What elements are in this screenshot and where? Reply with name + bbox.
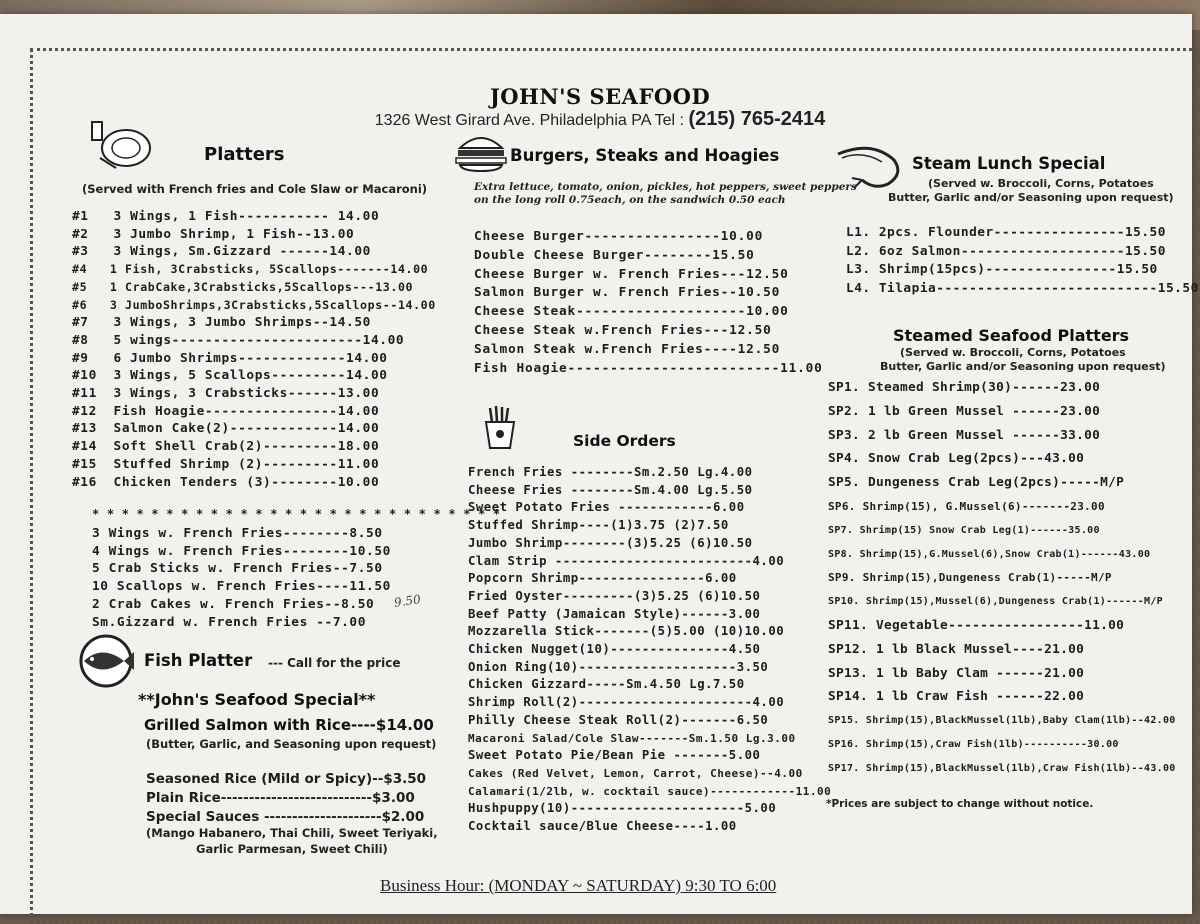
handwritten-price: 9.50 xyxy=(393,592,422,610)
special-item-note: (Butter, Garlic, and Seasoning upon request) xyxy=(146,737,437,751)
platter-item: #5 1 CrabCake,3Crabsticks,5Scallops---13.00 xyxy=(72,279,414,294)
platter-item: #6 3 JumboShrimps,3Crabsticks,5Scallops--14.00 xyxy=(72,297,436,312)
side-order-item: Clam Strip -------------------------4.00 xyxy=(468,553,785,568)
side-order-item: Macaroni Salad/Cole Slaw-------Sm.1.50 Lg.3.00 xyxy=(468,731,796,745)
special-side-item: Seasoned Rice (Mild or Spicy)--$3.50 xyxy=(146,771,427,787)
burger-item: Salmon Steak w.French Fries----12.50 xyxy=(474,341,781,357)
side-order-item: Chicken Gizzard-----Sm.4.50 Lg.7.50 xyxy=(468,677,745,692)
side-orders-title: Side Orders xyxy=(573,432,676,450)
steamed-platter-item: SP12. 1 lb Black Mussel----21.00 xyxy=(828,641,1085,657)
steamed-platter-item: SP15. Shrimp(15),BlackMussel(1lb),Baby Clam(1lb)--42.00 xyxy=(828,715,1176,727)
steamed-platter-item: SP16. Shrimp(15),Craw Fish(1lb)----------30.00 xyxy=(828,738,1119,750)
steamed-platter-item: SP2. 1 lb Green Mussel ------23.00 xyxy=(828,403,1101,419)
plate-icon xyxy=(88,118,154,174)
fish-platter-note: --- Call for the price xyxy=(268,656,401,670)
platter-item: #15 Stuffed Shrimp (2)---------11.00 xyxy=(72,456,380,472)
side-order-item: Mozzarella Stick-------(5)5.00 (10)10.00 xyxy=(468,624,785,639)
platters-list xyxy=(72,208,436,491)
steamed-platters-note-2: Butter, Garlic and/or Seasoning upon request) xyxy=(880,360,1166,373)
platters-subtitle: (Served with French fries and Cole Slaw or Macaroni) xyxy=(82,182,428,196)
address-text: 1326 West Girard Ave. Philadelphia PA Tel : xyxy=(374,112,684,129)
steamed-platter-item: SP4. Snow Crab Leg(2pcs)---43.00 xyxy=(828,451,1085,467)
platter-item: #4 1 Fish, 3Crabsticks, 5Scallops-------14.00 xyxy=(72,262,429,277)
special-title: **John's Seafood Special** xyxy=(138,690,376,709)
side-order-item: Hushpuppy(10)----------------------5.00 xyxy=(468,801,777,816)
burgers-list xyxy=(474,228,823,378)
platter-item: #1 3 Wings, 1 Fish----------- 14.00 xyxy=(72,209,380,224)
platter-item: #13 Salmon Cake(2)-------------14.00 xyxy=(72,421,380,437)
burgers-note-2: on the long roll 0.75each, on the sandwich 0.50 each xyxy=(474,194,786,206)
phone-number: (215) 765-2414 xyxy=(688,108,826,130)
side-order-item: Sweet Potato Pie/Bean Pie -------5.00 xyxy=(468,748,761,763)
steamed-platter-item: SP11. Vegetable-----------------11.00 xyxy=(828,617,1125,633)
steamed-platter-item: SP10. Shrimp(15),Mussel(6),Dungeness Crab(1)------M/P xyxy=(828,596,1163,608)
steamed-platter-item: SP7. Shrimp(15) Snow Crab Leg(1)------35.00 xyxy=(828,524,1100,536)
side-order-item: Popcorn Shrimp----------------6.00 xyxy=(468,571,737,586)
burger-item: Salmon Burger w. French Fries--10.50 xyxy=(474,285,781,301)
steamed-platter-item: SP8. Shrimp(15),G.Mussel(6),Snow Crab(1)------43.00 xyxy=(828,548,1151,560)
steamed-platters-title: Steamed Seafood Platters xyxy=(893,326,1130,345)
burger-icon xyxy=(452,128,510,172)
fries-combo-item: 4 Wings w. French Fries--------10.50 xyxy=(92,543,391,559)
platter-item: #14 Soft Shell Crab(2)---------18.00 xyxy=(72,439,380,455)
side-order-item: Beef Patty (Jamaican Style)------3.00 xyxy=(468,606,761,621)
burger-item: Double Cheese Burger--------15.50 xyxy=(474,247,755,263)
burger-item: Cheese Steak w.French Fries---12.50 xyxy=(474,322,772,338)
burgers-note-1: Extra lettuce, tomato, onion, pickles, hot peppers, sweet peppers xyxy=(474,181,857,193)
burger-item: Cheese Burger w. French Fries---12.50 xyxy=(474,266,789,282)
steam-lunch-item: L3. Shrimp(15pcs)----------------15.50 xyxy=(846,262,1158,277)
steamed-platter-item: SP17. Shrimp(15),BlackMussel(1lb),Craw Fish(1lb)--43.00 xyxy=(828,762,1176,774)
side-order-item: Onion Ring(10)--------------------3.50 xyxy=(468,659,769,674)
platter-item: #8 5 wings-----------------------14.00 xyxy=(72,332,405,348)
steam-lunch-note-1: (Served w. Broccoli, Corns, Potatoes xyxy=(928,177,1154,190)
steamed-platter-item: SP14. 1 lb Craw Fish ------22.00 xyxy=(828,689,1085,705)
price-change-note: *Prices are subject to change without notice. xyxy=(826,798,1094,810)
side-order-item: Calamari(1/2lb, w. cocktail sauce)------------11.00 xyxy=(468,784,832,798)
side-order-item: Jumbo Shrimp--------(3)5.25 (6)10.50 xyxy=(468,535,753,550)
platter-item: #16 Chicken Tenders (3)--------10.00 xyxy=(72,474,380,490)
platter-item: #11 3 Wings, 3 Crabsticks------13.00 xyxy=(72,386,380,402)
steamed-platter-item: SP13. 1 lb Baby Clam ------21.00 xyxy=(828,665,1085,681)
fries-combos-list xyxy=(92,525,391,631)
fries-combo-item: Sm.Gizzard w. French Fries --7.00 xyxy=(92,614,367,630)
side-order-item: Cheese Fries --------Sm.4.00 Lg.5.50 xyxy=(468,482,753,497)
side-order-item: French Fries --------Sm.2.50 Lg.4.00 xyxy=(468,465,753,479)
steamed-platter-item: SP1. Steamed Shrimp(30)------23.00 xyxy=(828,380,1101,395)
fish-icon xyxy=(72,634,142,688)
platters-divider: * * * * * * * * * * * * * * * * * * * * * * * * * * * * xyxy=(92,507,501,521)
platters-title: Platters xyxy=(204,144,285,165)
side-order-item: Philly Cheese Steak Roll(2)-------6.50 xyxy=(468,712,769,727)
special-side-item: Plain Rice---------------------------$3.00 xyxy=(146,790,415,806)
fries-icon xyxy=(480,404,520,450)
platter-item: #12 Fish Hoagie----------------14.00 xyxy=(72,403,380,419)
special-side-item: Special Sauces ---------------------$2.00 xyxy=(146,809,425,825)
side-order-item: Shrimp Roll(2)----------------------4.00 xyxy=(468,695,785,710)
steam-lunch-list xyxy=(846,224,1199,298)
steamed-platter-item: SP9. Shrimp(15),Dungeness Crab(1)-----M/P xyxy=(828,571,1112,585)
platter-item: #9 6 Jumbo Shrimps-------------14.00 xyxy=(72,350,388,366)
burger-item: Cheese Steak--------------------10.00 xyxy=(474,304,789,320)
steam-lunch-note-2: Butter, Garlic and/or Seasoning upon request) xyxy=(888,191,1174,204)
side-order-item: Stuffed Shrimp----(1)3.75 (2)7.50 xyxy=(468,518,729,533)
address-line xyxy=(0,108,1200,131)
steamed-platter-item: SP6. Shrimp(15), G.Mussel(6)-------23.00 xyxy=(828,499,1105,513)
sauces-line2: Garlic Parmesan, Sweet Chili) xyxy=(196,842,388,856)
steamed-platter-item: SP5. Dungeness Crab Leg(2pcs)-----M/P xyxy=(828,475,1125,491)
platter-item: #3 3 Wings, Sm.Gizzard ------14.00 xyxy=(72,244,371,260)
side-order-item: Chicken Nugget(10)---------------4.50 xyxy=(468,642,761,657)
restaurant-name: JOHN'S SEAFOOD xyxy=(489,84,711,109)
side-order-item: Cocktail sauce/Blue Cheese----1.00 xyxy=(468,819,737,834)
burger-item: Fish Hoagie-------------------------11.00 xyxy=(474,360,823,376)
business-hours: Business Hour: (MONDAY ~ SATURDAY) 9:30 TO 6:00 xyxy=(380,876,777,895)
steam-lunch-item: L1. 2pcs. Flounder----------------15.50 xyxy=(846,225,1166,240)
sauces-line1: (Mango Habanero, Thai Chili, Sweet Teriyaki, xyxy=(146,826,438,840)
side-order-item: Sweet Potato Fries ------------6.00 xyxy=(468,500,745,515)
side-order-item: Cakes (Red Velvet, Lemon, Carrot, Cheese)--4.00 xyxy=(468,766,803,780)
burger-item: Cheese Burger----------------10.00 xyxy=(474,229,764,244)
fries-combo-item: 10 Scallops w. French Fries----11.50 xyxy=(92,579,391,595)
platter-item: #2 3 Jumbo Shrimp, 1 Fish--13.00 xyxy=(72,226,355,242)
special-item: Grilled Salmon with Rice----$14.00 xyxy=(144,716,434,734)
steam-lunch-item: L4. Tilapia---------------------------15.50 xyxy=(846,280,1199,296)
platter-item: #10 3 Wings, 5 Scallops---------14.00 xyxy=(72,368,388,384)
platter-item: #7 3 Wings, 3 Jumbo Shrimps--14.50 xyxy=(72,315,371,331)
steam-lunch-title: Steam Lunch Special xyxy=(912,154,1106,173)
fries-combo-item: 5 Crab Sticks w. French Fries--7.50 xyxy=(92,561,383,577)
side-order-item: Fried Oyster---------(3)5.25 (6)10.50 xyxy=(468,588,761,603)
fish-platter-title: Fish Platter xyxy=(144,651,253,670)
steamed-platters-list xyxy=(828,376,1176,781)
steam-lunch-item: L2. 6oz Salmon--------------------15.50 xyxy=(846,243,1166,259)
steamed-platters-note-1: (Served w. Broccoli, Corns, Potatoes xyxy=(900,346,1126,359)
fries-combo-item: 2 Crab Cakes w. French Fries--8.50 xyxy=(92,596,375,612)
steamed-platter-item: SP3. 2 lb Green Mussel ------33.00 xyxy=(828,427,1101,443)
burgers-title: Burgers, Steaks and Hoagies xyxy=(510,146,780,165)
special-sides-list xyxy=(146,770,426,827)
side-orders-list xyxy=(468,464,831,836)
fries-combo-item: 3 Wings w. French Fries--------8.50 xyxy=(92,526,383,541)
